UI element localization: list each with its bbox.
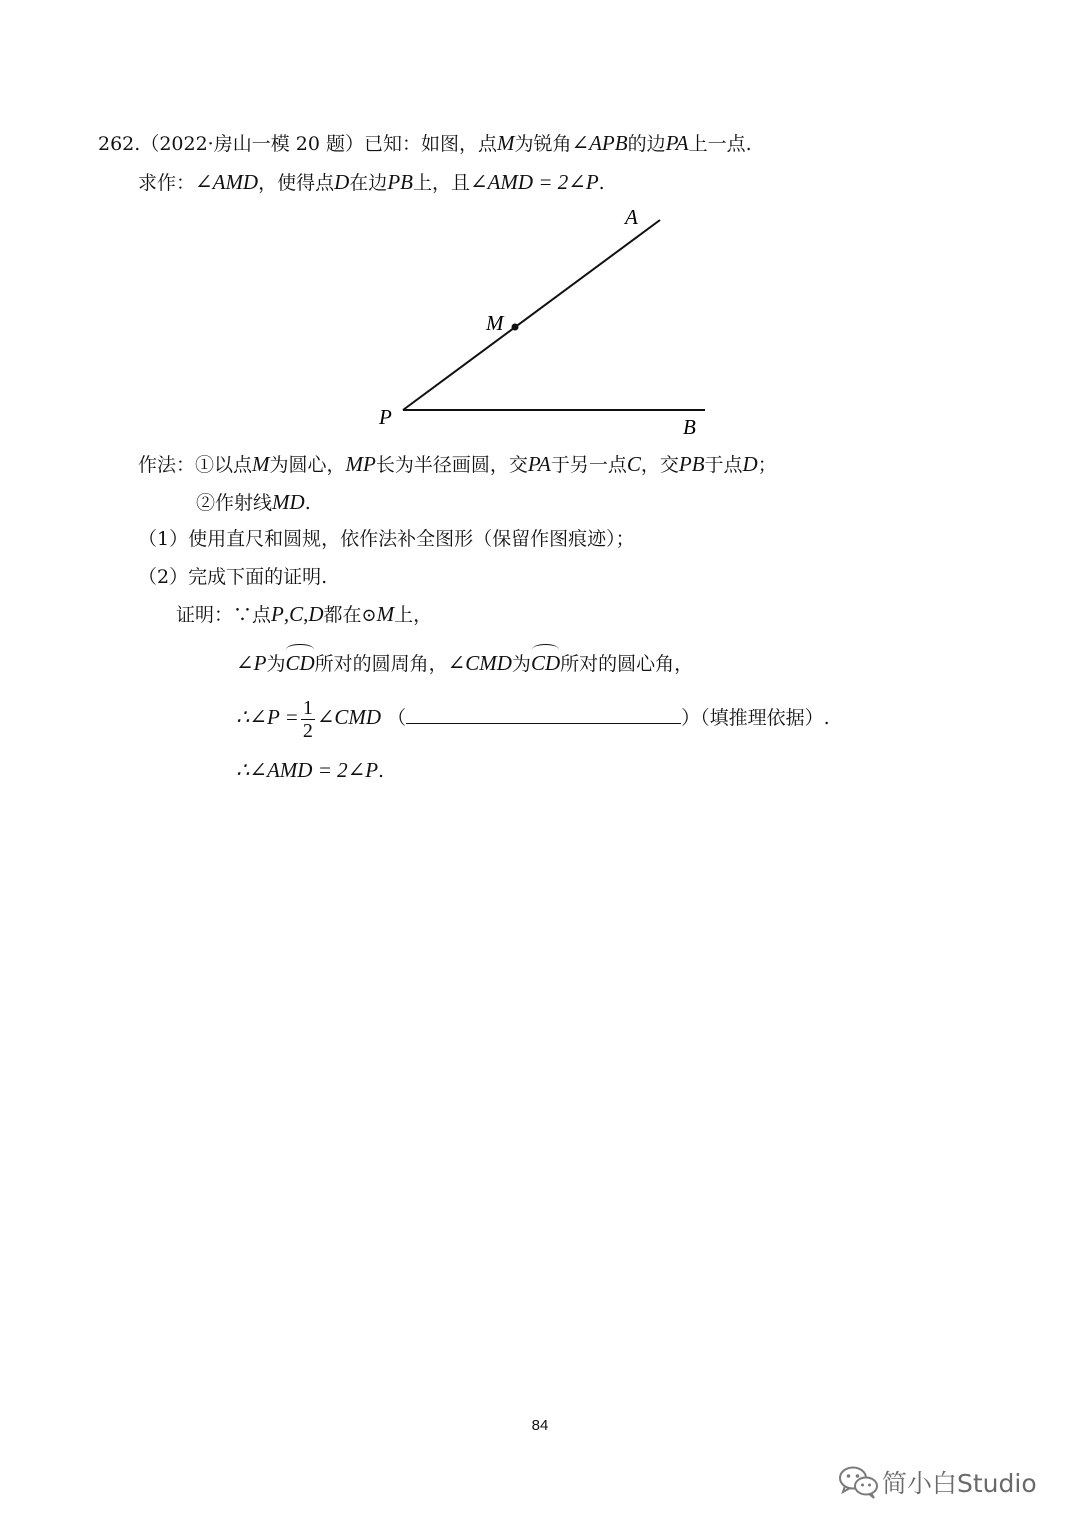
math-angle: ∠P [236,651,267,675]
requirement-text: 上，且 [412,172,470,194]
math-segment: PB [678,452,705,476]
label-p: P [379,405,392,429]
answer-blank[interactable] [406,705,681,724]
math-equation: ∴∠AMD = 2∠P [236,758,379,782]
method-step-2 [196,490,311,515]
proof-text: 上， [394,604,433,626]
method-text: 于点 [704,454,743,476]
question-2: （2）完成下面的证明. [138,566,328,588]
method-text: 长为半径画圆，交 [375,454,528,476]
math-point: D [308,602,324,626]
fraction [301,697,315,742]
math-equation: ∴∠P = [236,705,299,729]
proof-line-3 [236,695,830,742]
math-point: C [289,602,304,626]
math-point: P [271,602,284,626]
method-text: ②作射线 [196,492,273,514]
math-segment: PA [527,452,551,476]
method-text: 作法：①以点 [138,454,253,476]
math-equation: ∠AMD = 2∠P [469,170,599,194]
math-arc: CD [285,647,314,675]
given-text: 的边 [627,133,666,155]
label-m: M [486,311,504,335]
requirement-text: ，使得点 [258,172,335,194]
circle-dot-icon: ⊙ [361,605,377,626]
math-point: M [252,452,270,476]
watermark [838,1460,1058,1500]
math-angle: ∠APB [571,131,628,155]
math-point: C [626,452,641,476]
geometry-figure [0,0,1080,460]
method-text: . [304,492,311,514]
given-text: 上一点. [688,133,752,155]
math-point: D [742,452,758,476]
page-number: 84 [531,1417,549,1434]
problem-number: 262. [98,133,141,155]
method-step-1 [138,452,777,477]
math-segment: MP [345,452,376,476]
given-text: 为锐角 [514,133,572,155]
math-point: M [496,131,515,155]
proof-text: . [378,760,385,782]
math-angle: ∠CMD [447,651,512,675]
math-segment: PA [665,131,689,155]
requirement-text: 在边 [349,172,388,194]
watermark-text: 简小白Studio [882,1469,1037,1498]
wechat-icon [838,1464,880,1500]
method-text: ，交 [640,454,679,476]
requirement-text: . [598,172,605,194]
label-a: A [625,205,638,229]
math-point: D [334,170,350,194]
point-m [512,324,519,331]
proof-text: 所对的圆周角， [314,653,448,675]
ray-pa [403,220,660,410]
math-angle: ∠CMD [316,705,382,729]
fraction-denominator: 2 [302,719,313,742]
method-text: 于另一点 [550,454,627,476]
problem-source: （2022·房山一模 20 题） [140,133,364,155]
label-b: B [683,415,696,439]
method-text: 为圆心， [269,454,346,476]
proof-text: （ [387,707,407,729]
given-text: 已知：如图，点 [363,133,497,155]
proof-text: 所对的圆心角， [560,653,694,675]
proof-text: 为 [266,653,286,675]
math-segment: MD [272,490,305,514]
math-arc: CD [531,647,560,675]
method-text: ； [757,454,777,476]
proof-text: 证明：∵点 [176,604,272,626]
math-segment: PB [387,170,413,194]
math-angle: ∠AMD [195,170,259,194]
question-1: （1）使用直尺和圆规，依作法补全图形（保留作图痕迹）； [138,528,635,550]
proof-text: 都在 [323,604,362,626]
proof-line-1: 证明：∵点P,C,D都在⊙M上， [176,602,433,626]
proof-text: 为 [511,653,531,675]
fraction-numerator: 1 [302,696,313,719]
math-point: M [376,602,395,626]
proof-text: ）（填推理依据）. [681,707,830,729]
requirement-text: 求作： [138,172,196,194]
proof-line-2 [236,647,693,676]
proof-line-4 [236,758,384,783]
